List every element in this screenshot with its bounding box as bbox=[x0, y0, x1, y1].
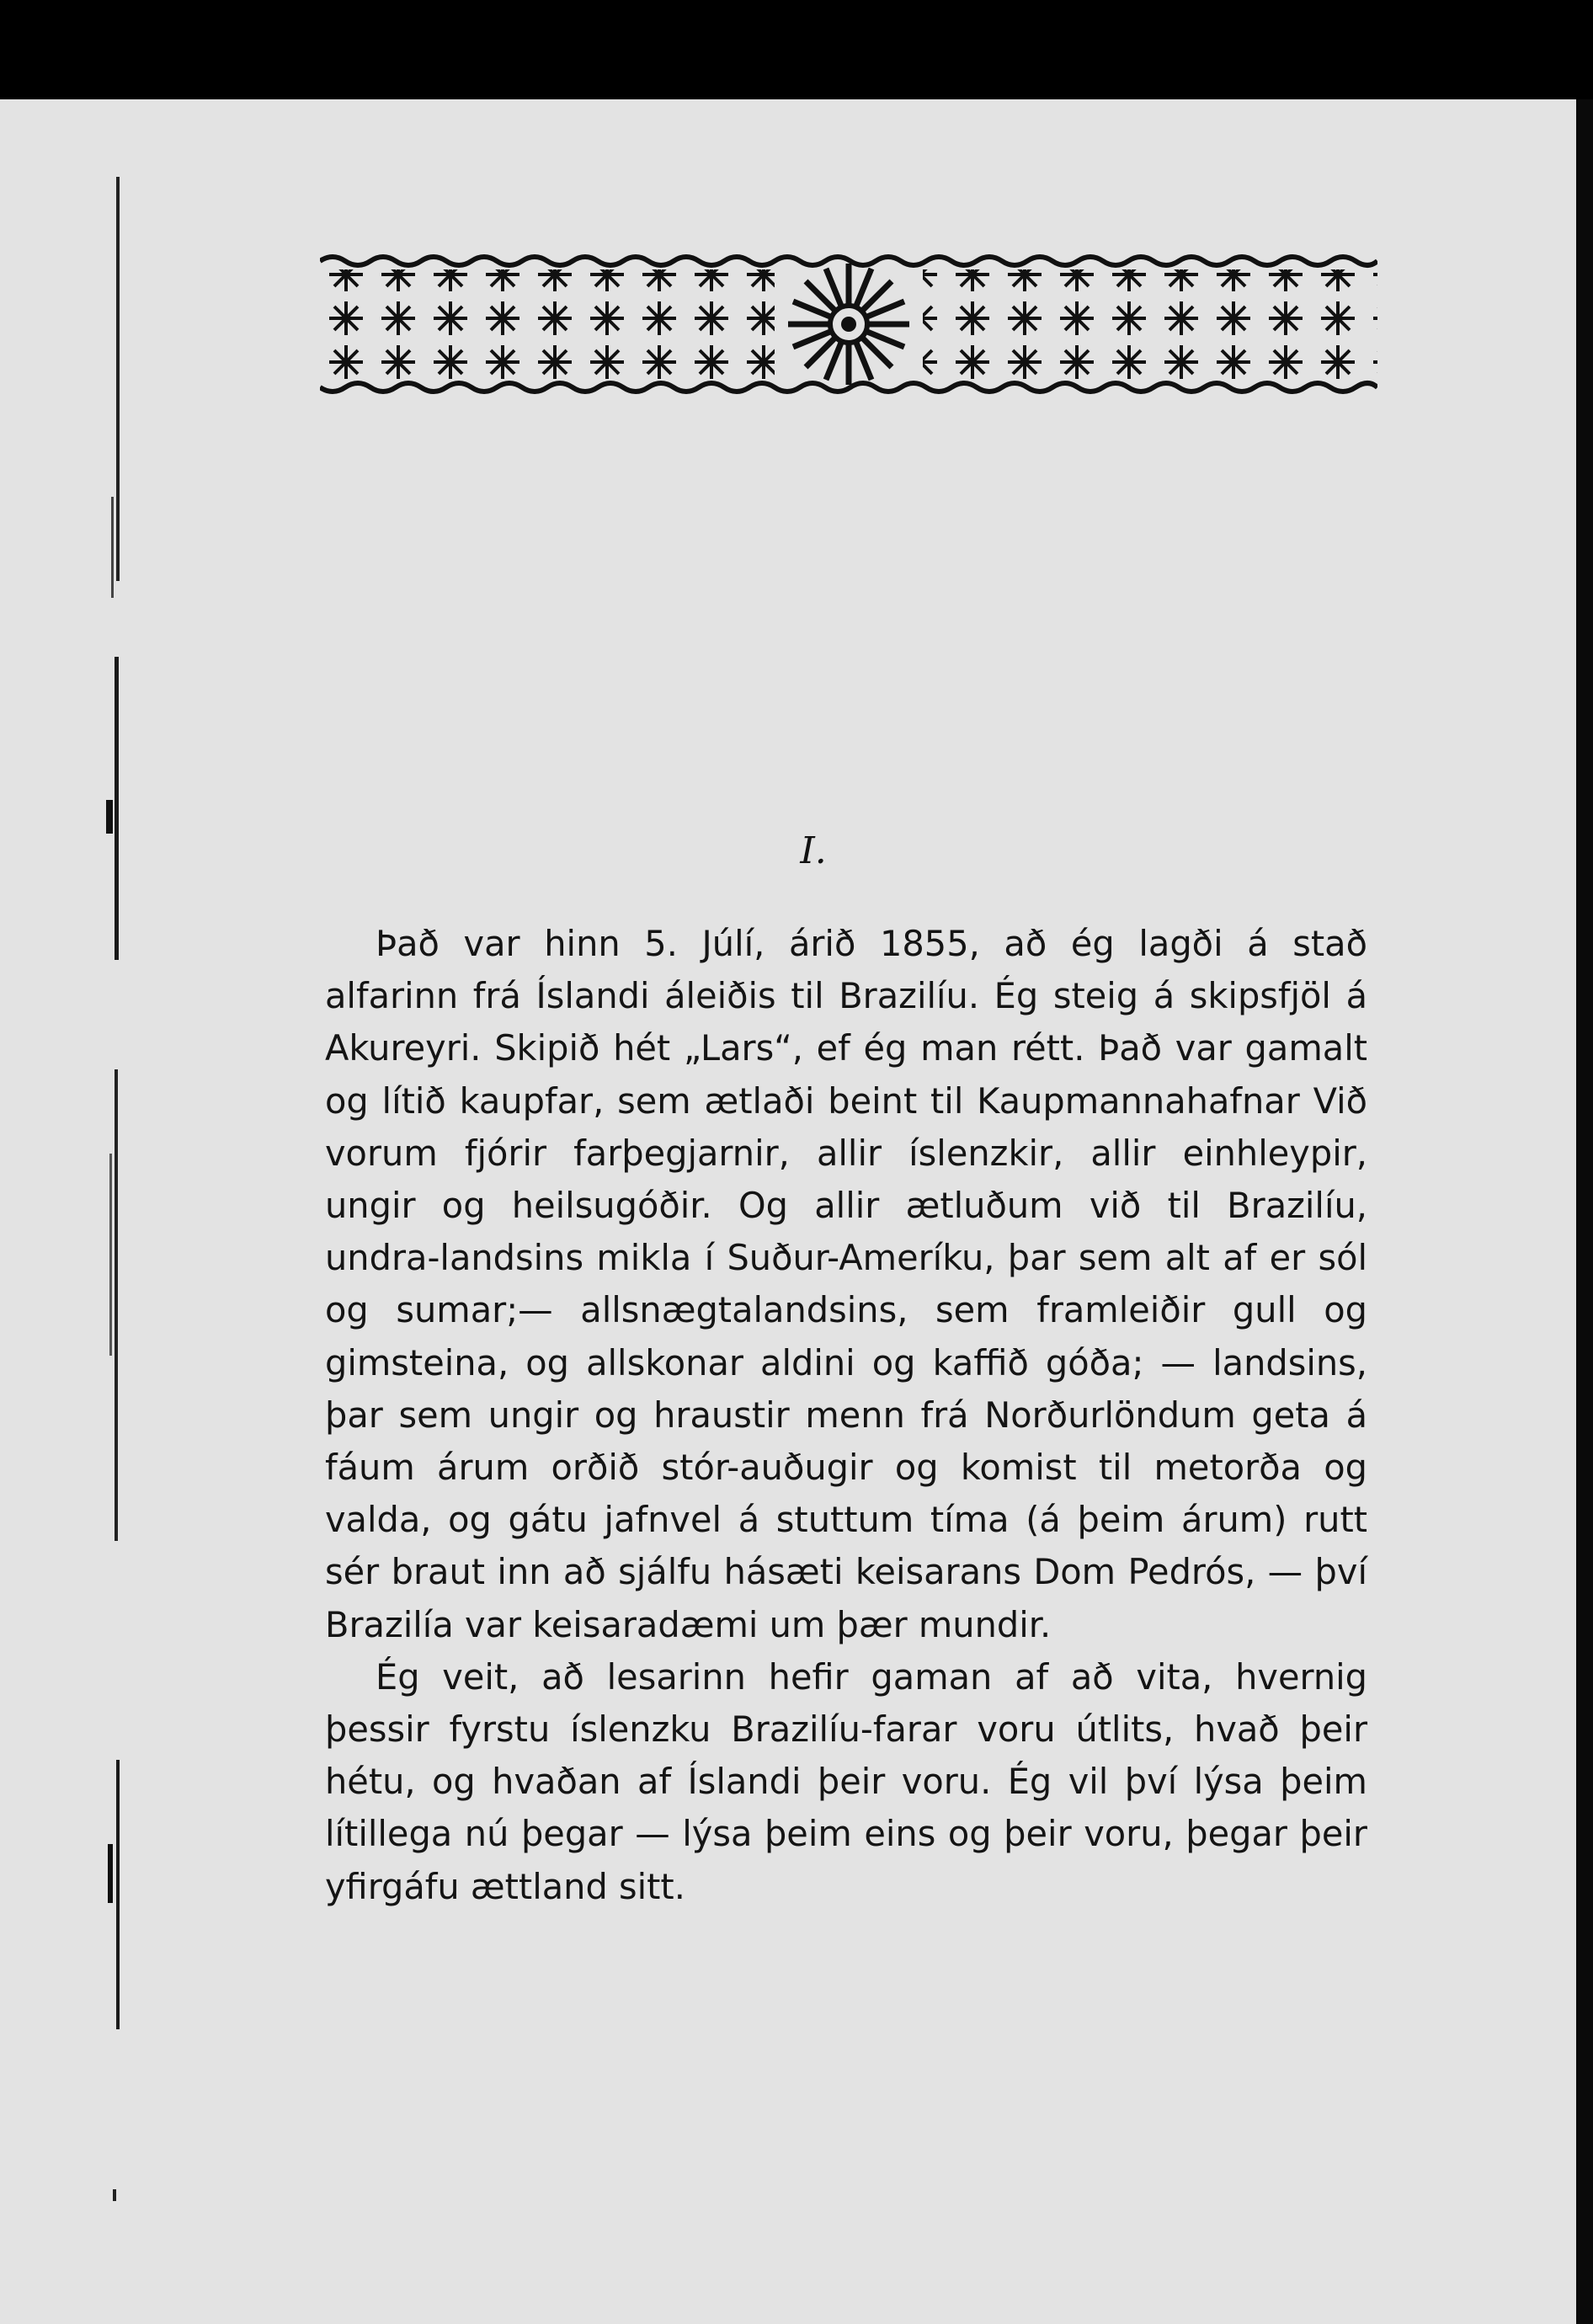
body-text bbox=[325, 918, 1367, 1913]
binding-margin-marks bbox=[99, 160, 150, 2223]
star-ornament-band-icon bbox=[320, 253, 1377, 396]
paragraph-2: Ég veit, að lesarinn hefir gaman af að vita, hvernig þessir fyrstu íslenzku Brazilíu-farar voru útlits, hvað þeir hétu, og hvaðan af Íslandi þeir voru. Ég vil því lýsa þeim lítillega nú þegar — lýsa þeim eins og þeir voru, þegar þeir yfirgáfu ættland sitt. bbox=[325, 1655, 1367, 1907]
page-edge-shadow bbox=[1576, 99, 1593, 2324]
paragraph-1: Það var hinn 5. Júlí, árið 1855, að ég lagði á stað alfarinn frá Íslandi áleiðis til Brazilíu. Ég steig á skipsfjöl á Akureyri. Skipið hét „Lars“, ef ég man rétt. Það var gamalt og lítið kaupfar, sem ætlaði beint til Kaupmannahafnar Við vorum fjórir farþegjarnir, allir íslenzkir, allir einhleypir, ungir og heilsugóðir. Og allir ætluðum við til Brazilíu, undra-landsins mikla í Suður-Ameríku, þar sem alt af er sól og sumar;— allsnægtalandsins, sem framleiðir gull og gimsteina, og allskonar aldini og kaffið góða; — landsins, þar sem ungir og hraustir menn frá Norðurlöndum geta á fáum árum orðið stór-auðugir og komist til metorða og valda, og gátu jafnvel á stuttum tíma (á þeim árum) rutt sér braut inn að sjálfu hásæti keisarans Dom Pedrós, — því Brazilía var keisaradæmi um þær mundir. bbox=[325, 923, 1367, 1645]
chapter-number: I. bbox=[800, 829, 827, 872]
